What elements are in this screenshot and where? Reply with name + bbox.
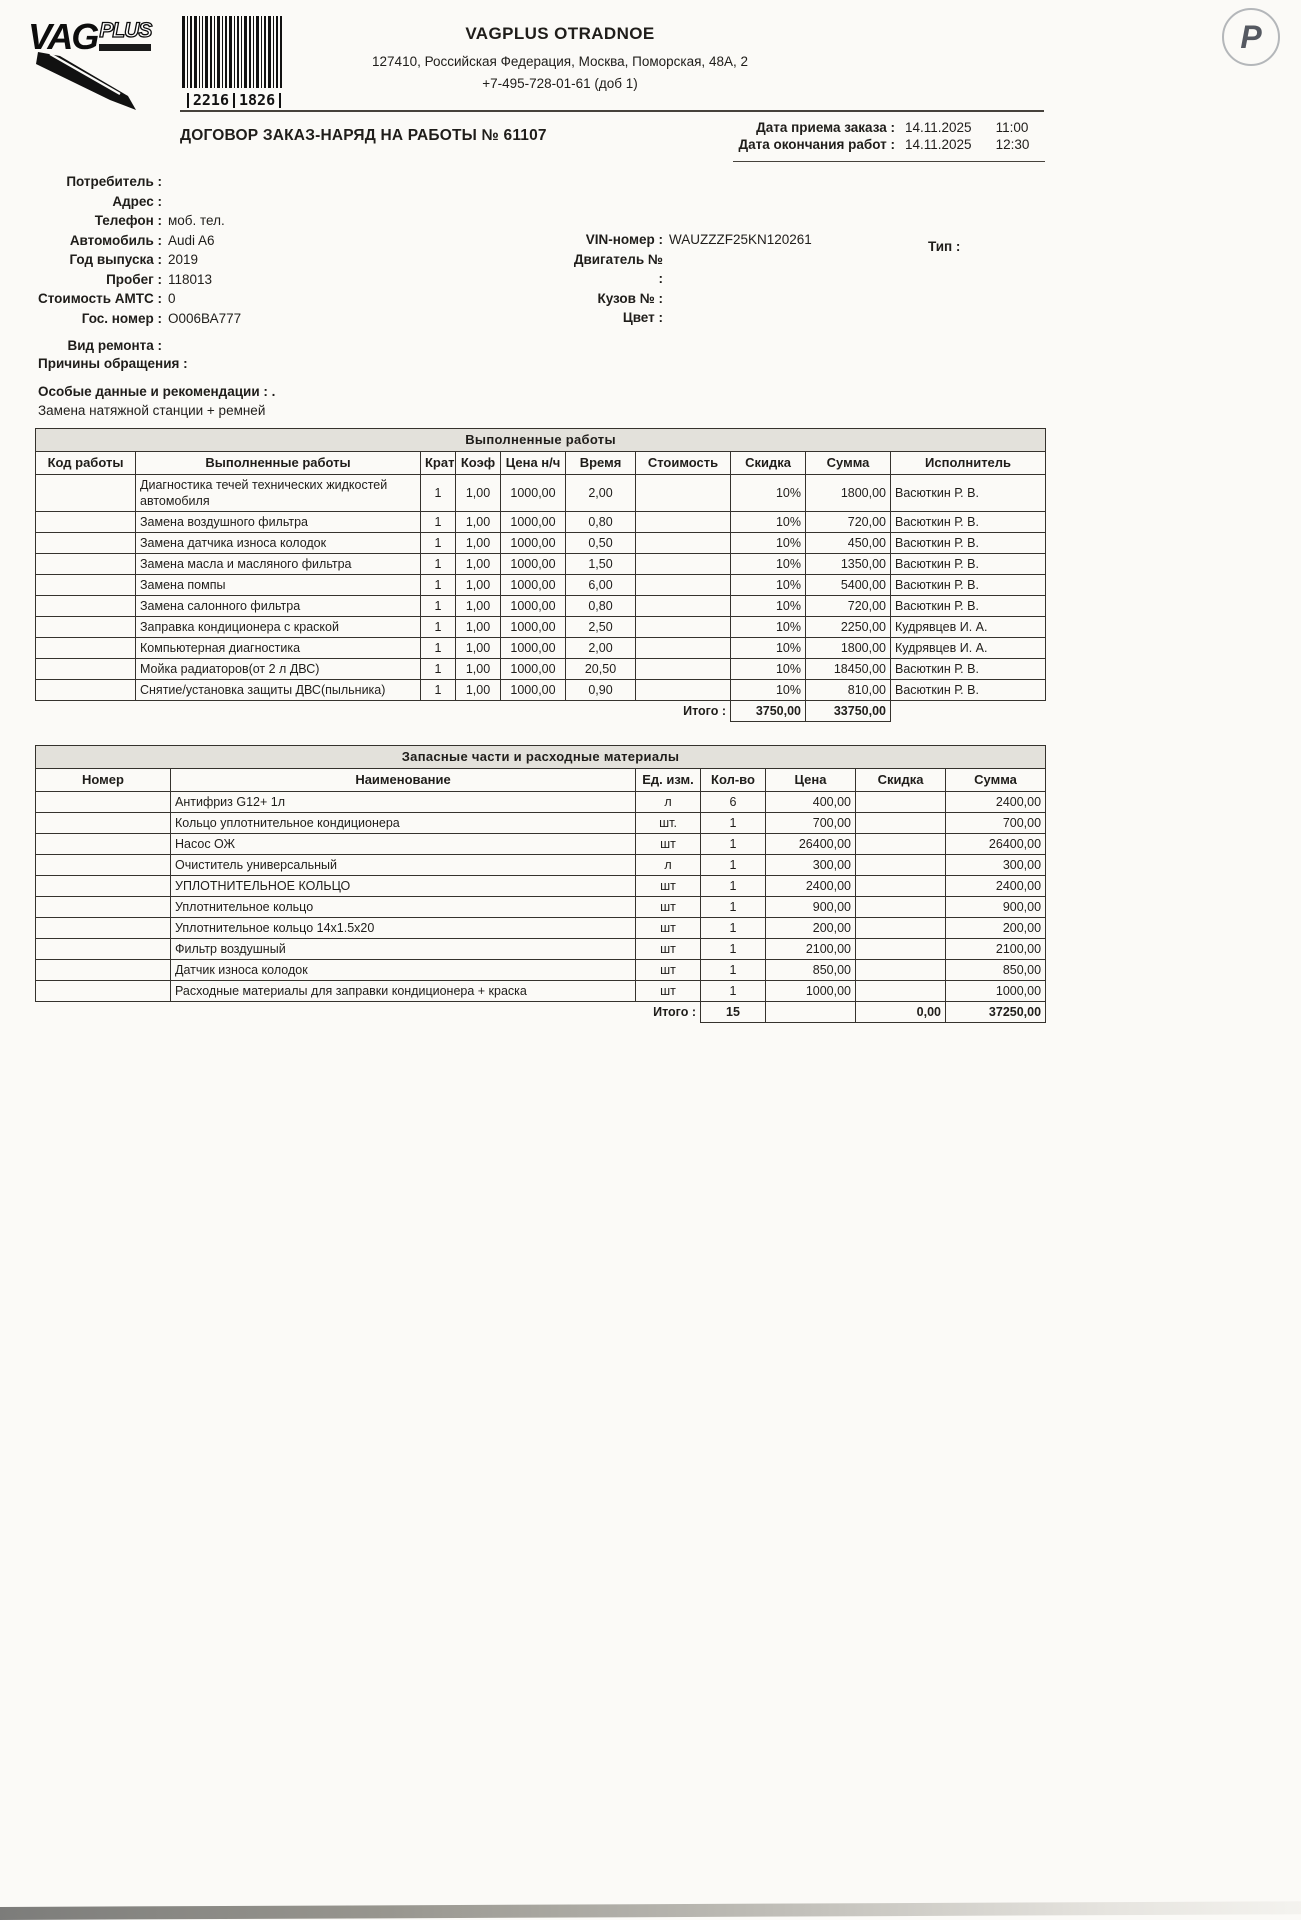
table-cell: 1,00 bbox=[456, 617, 501, 638]
table-row bbox=[36, 554, 1046, 575]
table-cell bbox=[636, 475, 731, 512]
field-row bbox=[30, 250, 241, 270]
works-total-label: Итого : bbox=[683, 704, 726, 719]
table-row bbox=[36, 855, 1046, 876]
table-cell bbox=[636, 575, 731, 596]
table-cell: 1000,00 bbox=[501, 596, 566, 617]
table-cell: 2250,00 bbox=[806, 617, 891, 638]
works-total-discount: 3750,00 bbox=[731, 701, 806, 722]
field-row bbox=[30, 192, 241, 212]
barcode-bars-icon bbox=[182, 16, 282, 88]
works-table-body bbox=[36, 475, 1046, 701]
table-cell bbox=[36, 855, 171, 876]
table-cell: Замена воздушного фильтра bbox=[136, 512, 421, 533]
table-cell: 700,00 bbox=[946, 813, 1046, 834]
table-cell: 1,00 bbox=[456, 680, 501, 701]
table-cell bbox=[856, 918, 946, 939]
parts-table-body bbox=[36, 792, 1046, 1002]
table-cell: 200,00 bbox=[766, 918, 856, 939]
field-label: Потребитель : bbox=[66, 174, 162, 189]
table-cell: 1000,00 bbox=[501, 475, 566, 512]
field-row bbox=[566, 289, 812, 309]
table-cell: 10% bbox=[731, 638, 806, 659]
table-cell: Фильтр воздушный bbox=[171, 939, 636, 960]
works-title-row bbox=[36, 429, 1046, 452]
table-cell: 850,00 bbox=[946, 960, 1046, 981]
column-header: Выполненные работы bbox=[136, 452, 421, 475]
table-cell: Васюткин Р. В. bbox=[891, 596, 1046, 617]
field-label: Гос. номер : bbox=[81, 310, 162, 326]
table-cell: 1 bbox=[701, 876, 766, 897]
table-cell: 2400,00 bbox=[946, 876, 1046, 897]
scan-artifact bbox=[0, 1901, 1301, 1920]
time-finished-value: 12:30 bbox=[995, 137, 1030, 152]
table-cell bbox=[36, 876, 171, 897]
parts-title-row bbox=[36, 746, 1046, 769]
table-cell: 1000,00 bbox=[501, 554, 566, 575]
table-cell: 1000,00 bbox=[501, 512, 566, 533]
field-value: Audi A6 bbox=[168, 232, 215, 248]
field-value: WAUZZZF25KN120261 bbox=[669, 232, 812, 247]
logo-vag-text: VAG bbox=[28, 16, 98, 57]
table-cell: Замена помпы bbox=[136, 575, 421, 596]
field-label: Телефон : bbox=[94, 213, 162, 228]
field-row bbox=[30, 289, 241, 309]
table-cell: Расходные материалы для заправки кондиционера + краска bbox=[171, 981, 636, 1002]
table-cell: шт bbox=[636, 939, 701, 960]
table-cell: шт bbox=[636, 834, 701, 855]
company-name: VAGPLUS OTRADNOE bbox=[465, 24, 655, 43]
table-cell: 10% bbox=[731, 475, 806, 512]
table-cell: 10% bbox=[731, 659, 806, 680]
table-cell: 1 bbox=[421, 554, 456, 575]
table-cell: 1000,00 bbox=[501, 680, 566, 701]
table-cell: Уплотнительное кольцо bbox=[171, 897, 636, 918]
column-header: Сумма bbox=[806, 452, 891, 475]
table-cell: Насос ОЖ bbox=[171, 834, 636, 855]
table-cell: 0,90 bbox=[566, 680, 636, 701]
table-cell: 20,50 bbox=[566, 659, 636, 680]
date-finished-value: 14.11.2025 bbox=[905, 137, 972, 152]
table-cell: 400,00 bbox=[766, 792, 856, 813]
column-header: Кол-во bbox=[701, 769, 766, 792]
table-cell: 1,00 bbox=[456, 554, 501, 575]
empty-total-cell bbox=[766, 1002, 856, 1023]
table-cell bbox=[36, 960, 171, 981]
table-row bbox=[36, 617, 1046, 638]
column-header: Цена bbox=[766, 769, 856, 792]
table-cell: 18450,00 bbox=[806, 659, 891, 680]
table-row bbox=[36, 813, 1046, 834]
date-finished-label: Дата окончания работ : bbox=[738, 137, 895, 152]
field-row bbox=[30, 309, 241, 329]
column-header: Скидка bbox=[856, 769, 946, 792]
table-cell: Васюткин Р. В. bbox=[891, 533, 1046, 554]
column-header: Номер bbox=[36, 769, 171, 792]
field-value: 118013 bbox=[168, 271, 213, 287]
column-header: Наименование bbox=[171, 769, 636, 792]
field-row bbox=[30, 336, 241, 356]
table-cell: 10% bbox=[731, 554, 806, 575]
table-cell: Васюткин Р. В. bbox=[891, 512, 1046, 533]
barcode-number-left: 2216 bbox=[192, 91, 229, 109]
field-row bbox=[566, 250, 812, 289]
works-header-row bbox=[36, 452, 1046, 475]
field-value: 2019 bbox=[168, 252, 199, 267]
table-cell: 0,80 bbox=[566, 512, 636, 533]
table-cell: 0,50 bbox=[566, 533, 636, 554]
table-cell bbox=[36, 638, 136, 659]
column-header: Крат bbox=[421, 452, 456, 475]
table-cell: 200,00 bbox=[946, 918, 1046, 939]
date-finished-row bbox=[733, 137, 1045, 152]
table-cell bbox=[856, 876, 946, 897]
field-row bbox=[30, 231, 241, 251]
table-cell bbox=[636, 638, 731, 659]
table-cell bbox=[36, 475, 136, 512]
table-cell: 1 bbox=[421, 512, 456, 533]
vehicle-fields-right bbox=[566, 230, 812, 328]
table-cell: Уплотнительное кольцо 14х1.5х20 bbox=[171, 918, 636, 939]
table-cell: 2100,00 bbox=[766, 939, 856, 960]
field-label: Адрес : bbox=[112, 193, 162, 209]
column-header: Исполнитель bbox=[891, 452, 1046, 475]
table-cell: Заправка кондиционера с краской bbox=[136, 617, 421, 638]
parts-table bbox=[35, 745, 1046, 1023]
table-row bbox=[36, 792, 1046, 813]
table-cell bbox=[856, 897, 946, 918]
table-cell: 1350,00 bbox=[806, 554, 891, 575]
works-table bbox=[35, 428, 1046, 722]
table-cell bbox=[36, 596, 136, 617]
table-cell: 2,50 bbox=[566, 617, 636, 638]
table-cell: шт bbox=[636, 918, 701, 939]
date-received-row bbox=[733, 120, 1045, 135]
table-cell: 10% bbox=[731, 575, 806, 596]
stamp-letter: Р bbox=[1240, 18, 1262, 55]
column-header: Скидка bbox=[731, 452, 806, 475]
works-total-row bbox=[36, 701, 1046, 722]
time-received-value: 11:00 bbox=[995, 120, 1029, 135]
column-header: Сумма bbox=[946, 769, 1046, 792]
table-cell: шт bbox=[636, 981, 701, 1002]
table-cell: 1 bbox=[701, 813, 766, 834]
logo-plus-text: PLUS bbox=[99, 19, 152, 42]
table-row bbox=[36, 659, 1046, 680]
barcode-guard-icon bbox=[233, 93, 235, 108]
table-cell: Замена масла и масляного фильтра bbox=[136, 554, 421, 575]
table-cell bbox=[36, 680, 136, 701]
table-cell: 10% bbox=[731, 680, 806, 701]
table-row bbox=[36, 939, 1046, 960]
round-stamp bbox=[1222, 8, 1280, 66]
field-row bbox=[30, 211, 241, 231]
logo-swoosh-icon bbox=[36, 50, 148, 112]
table-cell: 300,00 bbox=[946, 855, 1046, 876]
table-cell bbox=[36, 792, 171, 813]
table-cell: 1 bbox=[421, 533, 456, 554]
table-cell: 5400,00 bbox=[806, 575, 891, 596]
table-row bbox=[36, 575, 1046, 596]
table-cell: 26400,00 bbox=[946, 834, 1046, 855]
table-cell bbox=[856, 834, 946, 855]
field-row bbox=[566, 308, 812, 328]
table-cell bbox=[636, 617, 731, 638]
parts-total-sum: 37250,00 bbox=[946, 1002, 1046, 1023]
table-cell bbox=[36, 834, 171, 855]
parts-total-discount: 0,00 bbox=[856, 1002, 946, 1023]
field-label: VIN-номер : bbox=[585, 232, 663, 247]
company-header bbox=[270, 24, 850, 91]
table-cell bbox=[36, 939, 171, 960]
table-cell: 1 bbox=[421, 475, 456, 512]
table-cell: Компьютерная диагностика bbox=[136, 638, 421, 659]
table-cell: 1 bbox=[421, 575, 456, 596]
table-cell: 1 bbox=[701, 960, 766, 981]
table-cell: Антифриз G12+ 1л bbox=[171, 792, 636, 813]
table-cell bbox=[856, 813, 946, 834]
table-cell: Васюткин Р. В. bbox=[891, 475, 1046, 512]
table-cell: 1800,00 bbox=[806, 475, 891, 512]
table-cell: 1 bbox=[421, 680, 456, 701]
table-cell: 720,00 bbox=[806, 512, 891, 533]
parts-total-label: Итого : bbox=[653, 1005, 696, 1020]
table-cell: Кудрявцев И. А. bbox=[891, 638, 1046, 659]
field-label: Пробег : bbox=[106, 271, 162, 287]
field-label: Год выпуска : bbox=[69, 252, 162, 267]
table-cell: 720,00 bbox=[806, 596, 891, 617]
special-data-label: Особые данные и рекомендации : . bbox=[38, 384, 276, 399]
table-cell: Мойка радиаторов(от 2 л ДВС) bbox=[136, 659, 421, 680]
field-label: Двигатель № : bbox=[573, 251, 663, 286]
parts-table-title: Запасные части и расходные материалы bbox=[36, 746, 1046, 769]
table-cell: 1000,00 bbox=[501, 533, 566, 554]
reasons-label: Причины обращения : bbox=[38, 356, 188, 371]
works-table-title: Выполненные работы bbox=[36, 429, 1046, 452]
table-cell: 2,00 bbox=[566, 638, 636, 659]
field-label: Стоимость АМТС : bbox=[37, 291, 162, 306]
table-cell: 1 bbox=[701, 834, 766, 855]
table-cell bbox=[636, 680, 731, 701]
table-cell: Кудрявцев И. А. bbox=[891, 617, 1046, 638]
parts-total-qty: 15 bbox=[701, 1002, 766, 1023]
barcode-guard-icon bbox=[279, 93, 281, 108]
table-cell: Очиститель универсальный bbox=[171, 855, 636, 876]
table-cell bbox=[856, 855, 946, 876]
field-row bbox=[566, 230, 812, 250]
table-cell: 1 bbox=[701, 981, 766, 1002]
table-cell: Кольцо уплотнительное кондиционера bbox=[171, 813, 636, 834]
table-row bbox=[36, 475, 1046, 512]
field-label: Цвет : bbox=[622, 310, 663, 325]
table-cell: 1,00 bbox=[456, 596, 501, 617]
document-title: ДОГОВОР ЗАКАЗ-НАРЯД НА РАБОТЫ № 61107 bbox=[180, 127, 547, 144]
table-cell: 700,00 bbox=[766, 813, 856, 834]
table-row bbox=[36, 596, 1046, 617]
table-cell bbox=[36, 918, 171, 939]
table-cell: 2,00 bbox=[566, 475, 636, 512]
table-cell: 0,80 bbox=[566, 596, 636, 617]
table-cell: 300,00 bbox=[766, 855, 856, 876]
table-cell: 2400,00 bbox=[946, 792, 1046, 813]
table-cell: 900,00 bbox=[766, 897, 856, 918]
table-cell: 1000,00 bbox=[946, 981, 1046, 1002]
table-cell: шт. bbox=[636, 813, 701, 834]
parts-total-row bbox=[36, 1002, 1046, 1023]
field-label: Вид ремонта : bbox=[67, 338, 162, 353]
barcode-number-right: 1826 bbox=[239, 91, 276, 109]
table-cell: Датчик износа колодок bbox=[171, 960, 636, 981]
column-header: Коэф bbox=[456, 452, 501, 475]
date-received-value: 14.11.2025 bbox=[905, 120, 972, 135]
table-cell: Васюткин Р. В. bbox=[891, 680, 1046, 701]
spacer-cell bbox=[891, 701, 1046, 722]
table-cell: 1000,00 bbox=[501, 617, 566, 638]
table-cell: шт bbox=[636, 876, 701, 897]
table-row bbox=[36, 680, 1046, 701]
table-cell: 1,00 bbox=[456, 512, 501, 533]
table-cell bbox=[636, 659, 731, 680]
column-header: Ед. изм. bbox=[636, 769, 701, 792]
table-cell: 1,50 bbox=[566, 554, 636, 575]
special-data-note: Замена натяжной станции + ремней bbox=[38, 403, 266, 418]
field-label: Автомобиль : bbox=[69, 232, 162, 248]
table-row bbox=[36, 876, 1046, 897]
table-row bbox=[36, 834, 1046, 855]
column-header: Стоимость bbox=[636, 452, 731, 475]
table-cell: Васюткин Р. В. bbox=[891, 659, 1046, 680]
table-cell: 1800,00 bbox=[806, 638, 891, 659]
barcode-number bbox=[182, 91, 286, 109]
company-address: 127410, Российская Федерация, Москва, Поморская, 48А, 2 bbox=[372, 54, 748, 69]
table-cell: 1000,00 bbox=[501, 659, 566, 680]
table-row bbox=[36, 981, 1046, 1002]
parts-header-row bbox=[36, 769, 1046, 792]
table-cell bbox=[36, 897, 171, 918]
table-cell: 10% bbox=[731, 617, 806, 638]
spacer-cell bbox=[36, 1002, 171, 1023]
table-cell: 1000,00 bbox=[501, 638, 566, 659]
table-cell: Васюткин Р. В. bbox=[891, 575, 1046, 596]
field-value: моб. тел. bbox=[168, 213, 225, 228]
order-dates bbox=[733, 113, 1045, 162]
table-cell bbox=[36, 554, 136, 575]
table-cell bbox=[36, 533, 136, 554]
table-cell bbox=[36, 813, 171, 834]
barcode-guard-icon bbox=[187, 93, 189, 108]
table-cell: 810,00 bbox=[806, 680, 891, 701]
table-cell: Васюткин Р. В. bbox=[891, 554, 1046, 575]
table-cell: 1 bbox=[421, 659, 456, 680]
table-cell: 10% bbox=[731, 533, 806, 554]
table-cell: 6,00 bbox=[566, 575, 636, 596]
table-cell: 1,00 bbox=[456, 475, 501, 512]
table-row bbox=[36, 512, 1046, 533]
table-cell bbox=[856, 960, 946, 981]
table-cell: 1000,00 bbox=[766, 981, 856, 1002]
table-cell: УПЛОТНИТЕЛЬНОЕ КОЛЬЦО bbox=[171, 876, 636, 897]
date-received-label: Дата приема заказа : bbox=[756, 120, 895, 135]
field-value: О006ВА777 bbox=[168, 310, 242, 326]
table-cell bbox=[36, 575, 136, 596]
table-cell: 1,00 bbox=[456, 533, 501, 554]
table-cell bbox=[856, 792, 946, 813]
header-divider bbox=[180, 110, 1044, 112]
table-cell: л bbox=[636, 792, 701, 813]
table-cell bbox=[36, 659, 136, 680]
table-cell: 26400,00 bbox=[766, 834, 856, 855]
table-cell: шт bbox=[636, 897, 701, 918]
table-cell bbox=[636, 533, 731, 554]
table-row bbox=[36, 960, 1046, 981]
table-cell: 2400,00 bbox=[766, 876, 856, 897]
table-cell: Замена салонного фильтра bbox=[136, 596, 421, 617]
table-cell: Снятие/установка защиты ДВС(пыльника) bbox=[136, 680, 421, 701]
table-cell bbox=[636, 596, 731, 617]
field-value: 0 bbox=[168, 291, 176, 306]
table-cell: 1 bbox=[701, 855, 766, 876]
table-cell: 850,00 bbox=[766, 960, 856, 981]
table-cell bbox=[36, 981, 171, 1002]
column-header: Цена н/ч bbox=[501, 452, 566, 475]
table-row bbox=[36, 533, 1046, 554]
field-label: Кузов № : bbox=[597, 290, 663, 306]
table-cell: 1000,00 bbox=[501, 575, 566, 596]
table-cell: 1 bbox=[421, 596, 456, 617]
table-cell: 450,00 bbox=[806, 533, 891, 554]
table-cell: 1 bbox=[701, 918, 766, 939]
table-cell: 1,00 bbox=[456, 575, 501, 596]
type-label: Тип : bbox=[928, 239, 961, 254]
table-cell: Диагностика течей технических жидкостей автомобиля bbox=[136, 475, 421, 512]
field-row bbox=[30, 270, 241, 290]
table-row bbox=[36, 897, 1046, 918]
table-cell bbox=[36, 617, 136, 638]
field-row bbox=[30, 172, 241, 192]
table-cell: 1 bbox=[701, 939, 766, 960]
works-total-sum: 33750,00 bbox=[806, 701, 891, 722]
table-cell: 1,00 bbox=[456, 638, 501, 659]
table-cell: 1,00 bbox=[456, 659, 501, 680]
table-cell: шт bbox=[636, 960, 701, 981]
spacer-cell bbox=[36, 701, 566, 722]
table-cell bbox=[856, 981, 946, 1002]
table-cell bbox=[36, 512, 136, 533]
column-header: Время bbox=[566, 452, 636, 475]
customer-fields-left bbox=[30, 172, 241, 356]
table-row bbox=[36, 638, 1046, 659]
table-cell: 1 bbox=[701, 897, 766, 918]
table-cell bbox=[856, 939, 946, 960]
table-cell: 900,00 bbox=[946, 897, 1046, 918]
table-cell: 10% bbox=[731, 512, 806, 533]
company-phone: +7-495-728-01-61 (доб 1) bbox=[482, 76, 638, 91]
table-cell: 10% bbox=[731, 596, 806, 617]
table-cell: Замена датчика износа колодок bbox=[136, 533, 421, 554]
table-row bbox=[36, 918, 1046, 939]
column-header: Код работы bbox=[36, 452, 136, 475]
table-cell bbox=[636, 554, 731, 575]
table-cell: 1 bbox=[421, 617, 456, 638]
table-cell: л bbox=[636, 855, 701, 876]
table-cell: 6 bbox=[701, 792, 766, 813]
table-cell: 2100,00 bbox=[946, 939, 1046, 960]
vagplus-logo bbox=[28, 16, 188, 112]
table-cell bbox=[636, 512, 731, 533]
table-cell: 1 bbox=[421, 638, 456, 659]
